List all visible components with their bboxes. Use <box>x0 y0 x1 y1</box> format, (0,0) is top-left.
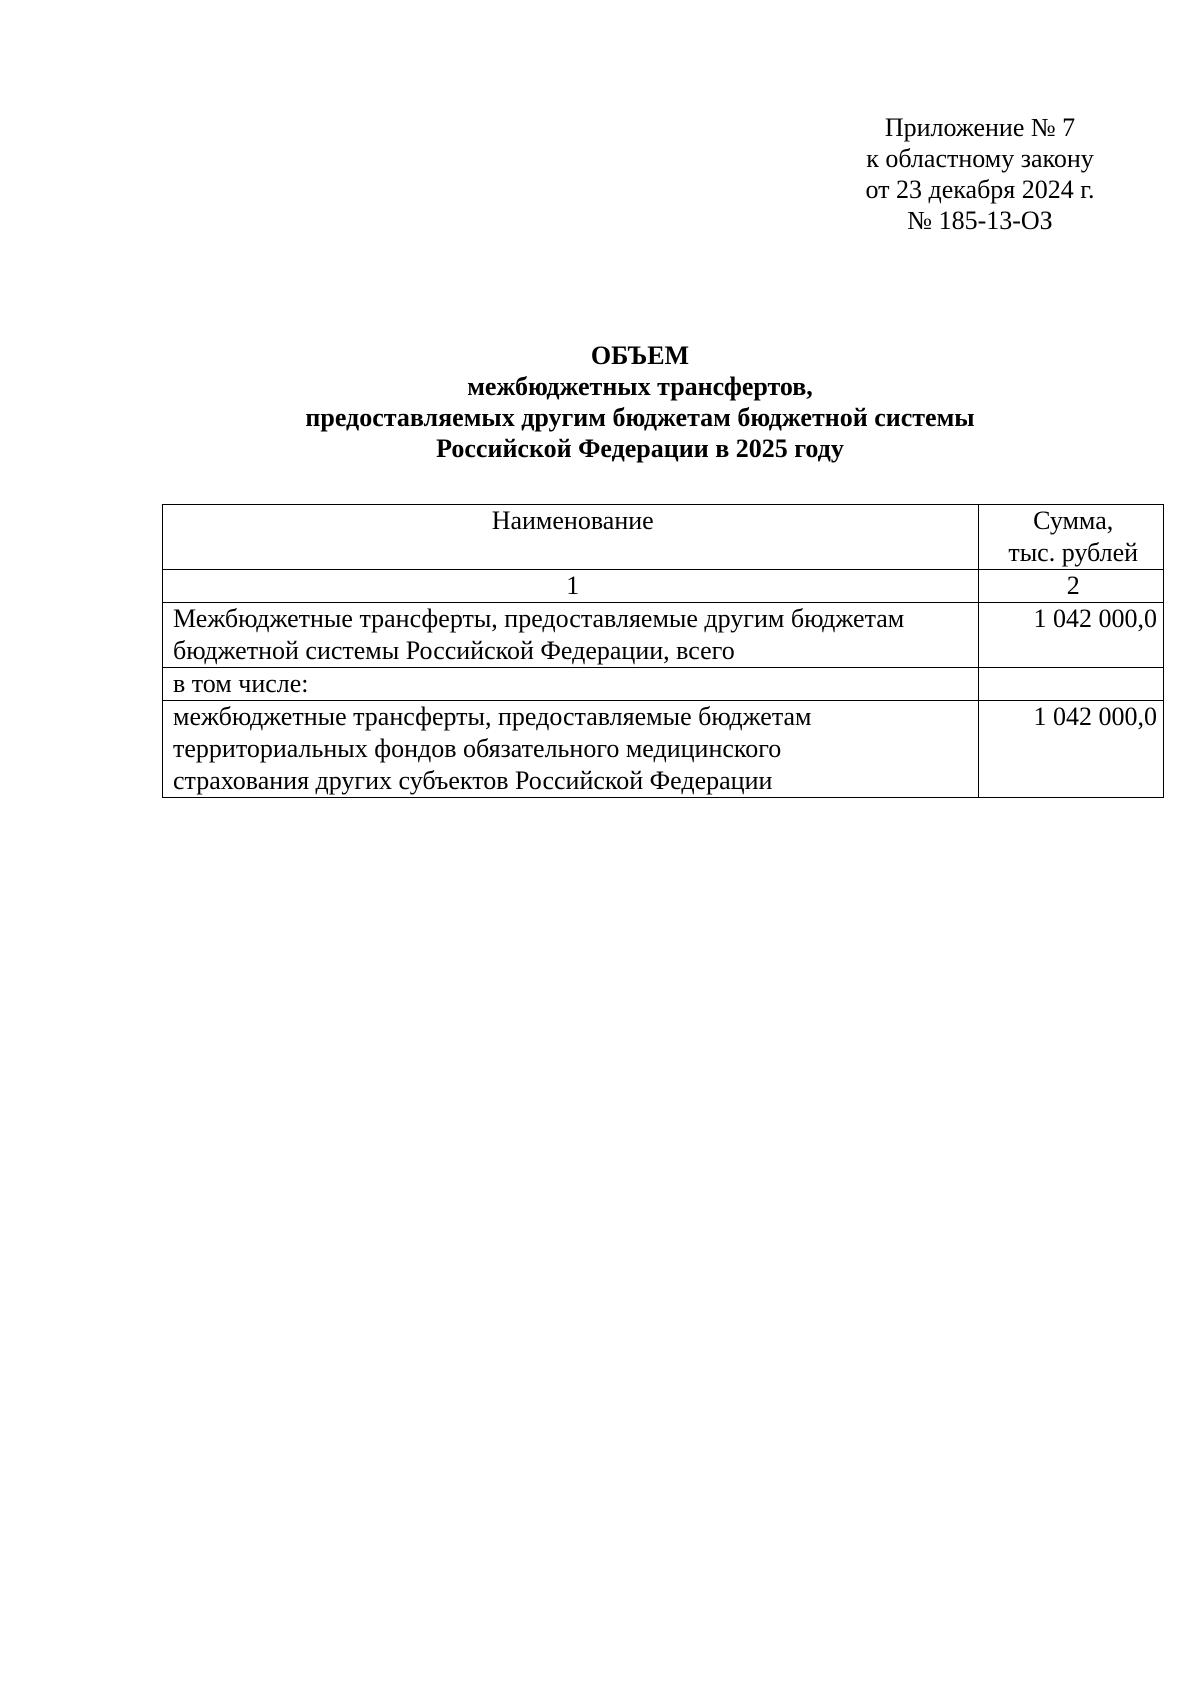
title-line-3: предоставляемых другим бюджетам бюджетной системы <box>305 403 975 432</box>
column-number-row <box>163 570 1164 603</box>
header-sum-line-1: Сумма, <box>1033 506 1114 535</box>
title-line-4: Российской Федерации в 2025 году <box>436 434 844 463</box>
row-sum-cell <box>979 668 1164 701</box>
row-sum-cell: 1 042 000,0 <box>979 701 1164 798</box>
row-name-cell <box>163 668 979 701</box>
transfers-table <box>162 504 1164 798</box>
appendix-law-date: от 23 декабря 2024 г. <box>865 175 1095 204</box>
row-name-line: бюджетной системы Российской Федерации, всего <box>173 636 735 665</box>
row-name-cell <box>163 603 979 668</box>
row-name-line: в том числе: <box>173 669 309 698</box>
title-line-1: ОБЪЕМ <box>590 341 690 370</box>
appendix-law-number: № 185-13-ОЗ <box>907 206 1053 235</box>
column-number-1: 1 <box>163 570 979 603</box>
row-name-line: Межбюджетные трансферты, предоставляемые другим бюджетам <box>173 604 905 633</box>
row-sum-cell: 1 042 000,0 <box>979 603 1164 668</box>
column-number-2: 2 <box>979 570 1164 603</box>
table-header-row <box>163 505 1164 570</box>
row-name-cell <box>163 701 979 798</box>
appendix-number: Приложение № 7 <box>884 113 1076 142</box>
document-title <box>160 340 1120 464</box>
row-name-line: территориальных фондов обязательного медицинского <box>173 734 782 763</box>
table-row <box>163 701 1164 798</box>
header-sum-cell <box>979 505 1164 570</box>
header-name-cell <box>163 505 979 570</box>
table-row <box>163 603 1164 668</box>
row-name-line: межбюджетные трансферты, предоставляемые бюджетам <box>173 702 812 731</box>
header-name: Наименование <box>491 506 654 535</box>
row-name-line: страхования других субъектов Российской Федерации <box>173 766 773 795</box>
title-line-2: межбюджетных трансфертов, <box>467 372 813 401</box>
table-row <box>163 668 1164 701</box>
appendix-header <box>800 112 1160 236</box>
appendix-law-reference: к областному закону <box>866 144 1094 173</box>
header-sum-line-2: тыс. рублей <box>1008 538 1139 567</box>
